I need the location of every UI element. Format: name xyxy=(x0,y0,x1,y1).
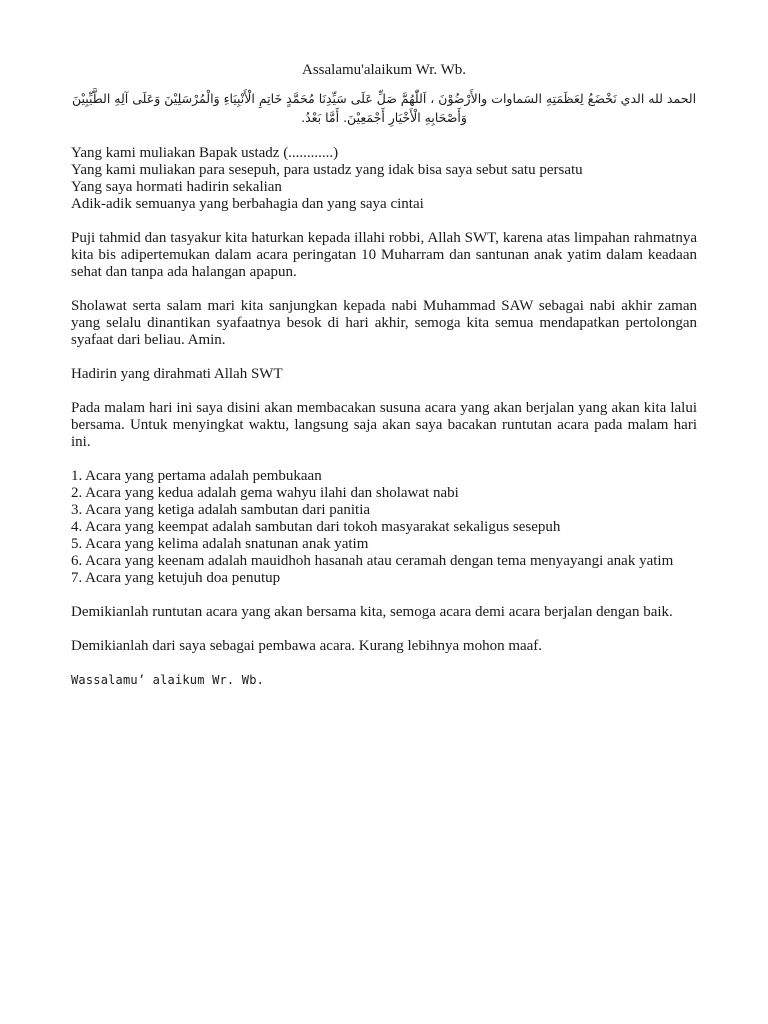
paragraph-intro: Pada malam hari ini saya disini akan membacakan susuna acara yang akan berjalan yang akan kita lalui bersama. Untuk menyingkat waktu, langsung saja akan saya bacakan runtutan acara pada malam hari ini. xyxy=(71,400,697,450)
paragraph-summary: Demikianlah runtutan acara yang akan bersama kita, semoga acara demi acara berjalan dengan baik. xyxy=(71,604,673,620)
greeting-line: Adik-adik semuanya yang berbahagia dan yang saya cintai xyxy=(71,196,424,212)
paragraph-praise: Puji tahmid dan tasyakur kita haturkan kepada illahi robbi, Allah SWT, karena atas limpahan rahmatnya kita bis adipertemukan dalam acara peringatan 10 Muharram dan santunan anak yatim dalam keadaan sehat dan tanpa ada halangan apapun. xyxy=(71,230,697,280)
document-title: Assalamu'alaikum Wr. Wb. xyxy=(301,62,467,78)
agenda-item: 3. Acara yang ketiga adalah sambutan dari panitia xyxy=(71,502,371,518)
agenda-item: 4. Acara yang keempat adalah sambutan dari tokoh masyarakat sekaligus sesepuh xyxy=(71,519,561,535)
arabic-opening: الحمد لله الدي نَخْضَعُ لِعَظَمَتِهِ السَماوات والأَرْضُوْنَ ، اَللّٰهُمَّ صَلِّ عَلَى سَيِّدِنَا مُحَمَّدٍ خَاتِمِ الْأَنْبِيَاءِ وَالْمُرْسَلِيْنَ وَعَلَى آلِهِ الطَّيِّبِيْنَ وَأَصْحَابِهِ الْأَخْيَارِ أَجْمَعِيْنَ. أَمَّا بَعْدُ. xyxy=(71,91,697,125)
agenda-item: 5. Acara yang kelima adalah snatunan anak yatim xyxy=(71,536,369,552)
agenda-item: 1. Acara yang pertama adalah pembukaan xyxy=(71,468,322,484)
agenda-item: 6. Acara yang keenam adalah mauidhoh hasanah atau ceramah dengan tema menyayangi anak yatim xyxy=(71,553,674,569)
paragraph-apology: Demikianlah dari saya sebagai pembawa acara. Kurang lebihnya mohon maaf. xyxy=(71,638,543,654)
greetings-block xyxy=(71,145,697,213)
greeting-line: Yang kami muliakan Bapak ustadz (............) xyxy=(71,145,339,161)
greeting-line: Yang kami muliakan para sesepuh, para ustadz yang idak bisa saya sebut satu persatu xyxy=(71,162,583,178)
paragraph-address: Hadirin yang dirahmati Allah SWT xyxy=(71,366,283,382)
greeting-line: Yang saya hormati hadirin sekalian xyxy=(71,179,282,195)
agenda-item: 2. Acara yang kedua adalah gema wahyu ilahi dan sholawat nabi xyxy=(71,485,459,501)
closing-salutation: Wassalamu’ alaikum Wr. Wb. xyxy=(71,673,265,687)
document-page xyxy=(71,62,697,689)
agenda-item: 7. Acara yang ketujuh doa penutup xyxy=(71,570,281,586)
agenda-list xyxy=(71,468,697,587)
paragraph-sholawat: Sholawat serta salam mari kita sanjungkan kepada nabi Muhammad SAW sebagai nabi akhir zaman yang selalu dinantikan syafaatnya besok di hari akhir, semoga kita semua mendapatkan pertolongan syafaat dari beliau. Amin. xyxy=(71,298,697,348)
